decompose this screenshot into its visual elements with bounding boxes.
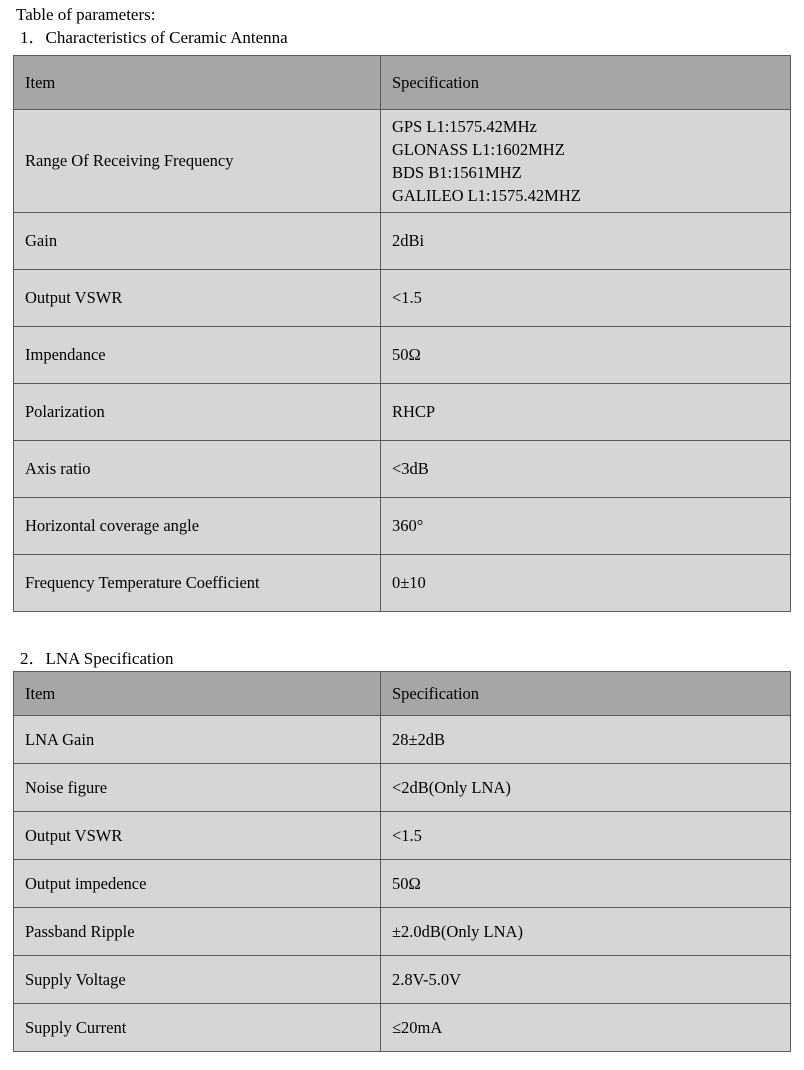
table-row <box>14 441 791 498</box>
cell-specification: 2dBi <box>381 213 791 270</box>
cell-specification: RHCP <box>381 384 791 441</box>
table-row <box>14 213 791 270</box>
cell-specification: 50Ω <box>381 327 791 384</box>
cell-specification: ±2.0dB(Only LNA) <box>381 908 791 956</box>
table-row <box>14 327 791 384</box>
column-header-specification: Specification <box>381 56 791 110</box>
table-row <box>14 956 791 1004</box>
cell-specification: 360° <box>381 498 791 555</box>
table-row <box>14 1004 791 1052</box>
cell-specification: 50Ω <box>381 860 791 908</box>
cell-item: Gain <box>14 213 381 270</box>
cell-item: Output VSWR <box>14 270 381 327</box>
table-header-row <box>14 56 791 110</box>
table-row <box>14 555 791 612</box>
cell-item: Range Of Receiving Frequency <box>14 110 381 213</box>
page-title: Table of parameters: <box>16 5 156 24</box>
table-header <box>14 672 791 716</box>
cell-specification: ≤20mA <box>381 1004 791 1052</box>
table-row <box>14 860 791 908</box>
cell-item: Axis ratio <box>14 441 381 498</box>
table-header <box>14 56 791 110</box>
column-header-item: Item <box>14 56 381 110</box>
frequency-gps: GPS L1:1575.42MHz <box>392 117 537 136</box>
frequency-bds: BDS B1:1561MHZ <box>392 163 522 182</box>
cell-item: Polarization <box>14 384 381 441</box>
table-header-row <box>14 672 791 716</box>
cell-specification: 0±10 <box>381 555 791 612</box>
table-row <box>14 110 791 213</box>
cell-specification: <1.5 <box>381 812 791 860</box>
cell-item: Noise figure <box>14 764 381 812</box>
cell-item: Passband Ripple <box>14 908 381 956</box>
table-row <box>14 764 791 812</box>
column-header-item: Item <box>14 672 381 716</box>
table-lna-specification <box>13 671 791 1052</box>
table-row <box>14 270 791 327</box>
frequency-glonass: GLONASS L1:1602MHZ <box>392 140 565 159</box>
cell-specification: 28±2dB <box>381 716 791 764</box>
cell-item: Supply Voltage <box>14 956 381 1004</box>
cell-specification: 2.8V-5.0V <box>381 956 791 1004</box>
table-row <box>14 716 791 764</box>
cell-item: Horizontal coverage angle <box>14 498 381 555</box>
cell-specification <box>381 110 791 213</box>
table-row <box>14 498 791 555</box>
cell-item: Output impedence <box>14 860 381 908</box>
cell-item: Supply Current <box>14 1004 381 1052</box>
frequency-galileo: GALILEO L1:1575.42MHZ <box>392 186 581 205</box>
table-row <box>14 812 791 860</box>
table-body <box>14 716 791 1052</box>
section-heading-characteristics: 1．Characteristics of Ceramic Antenna <box>20 28 288 47</box>
cell-item: LNA Gain <box>14 716 381 764</box>
cell-item: Impendance <box>14 327 381 384</box>
table-ceramic-antenna <box>13 55 791 612</box>
cell-item: Output VSWR <box>14 812 381 860</box>
cell-item: Frequency Temperature Coefficient <box>14 555 381 612</box>
column-header-specification: Specification <box>381 672 791 716</box>
table-row <box>14 384 791 441</box>
frequency-list <box>392 115 779 207</box>
table-body <box>14 110 791 612</box>
table-row <box>14 908 791 956</box>
cell-specification: <1.5 <box>381 270 791 327</box>
cell-specification: <2dB(Only LNA) <box>381 764 791 812</box>
cell-specification: <3dB <box>381 441 791 498</box>
section-heading-lna: 2．LNA Specification <box>20 649 174 668</box>
